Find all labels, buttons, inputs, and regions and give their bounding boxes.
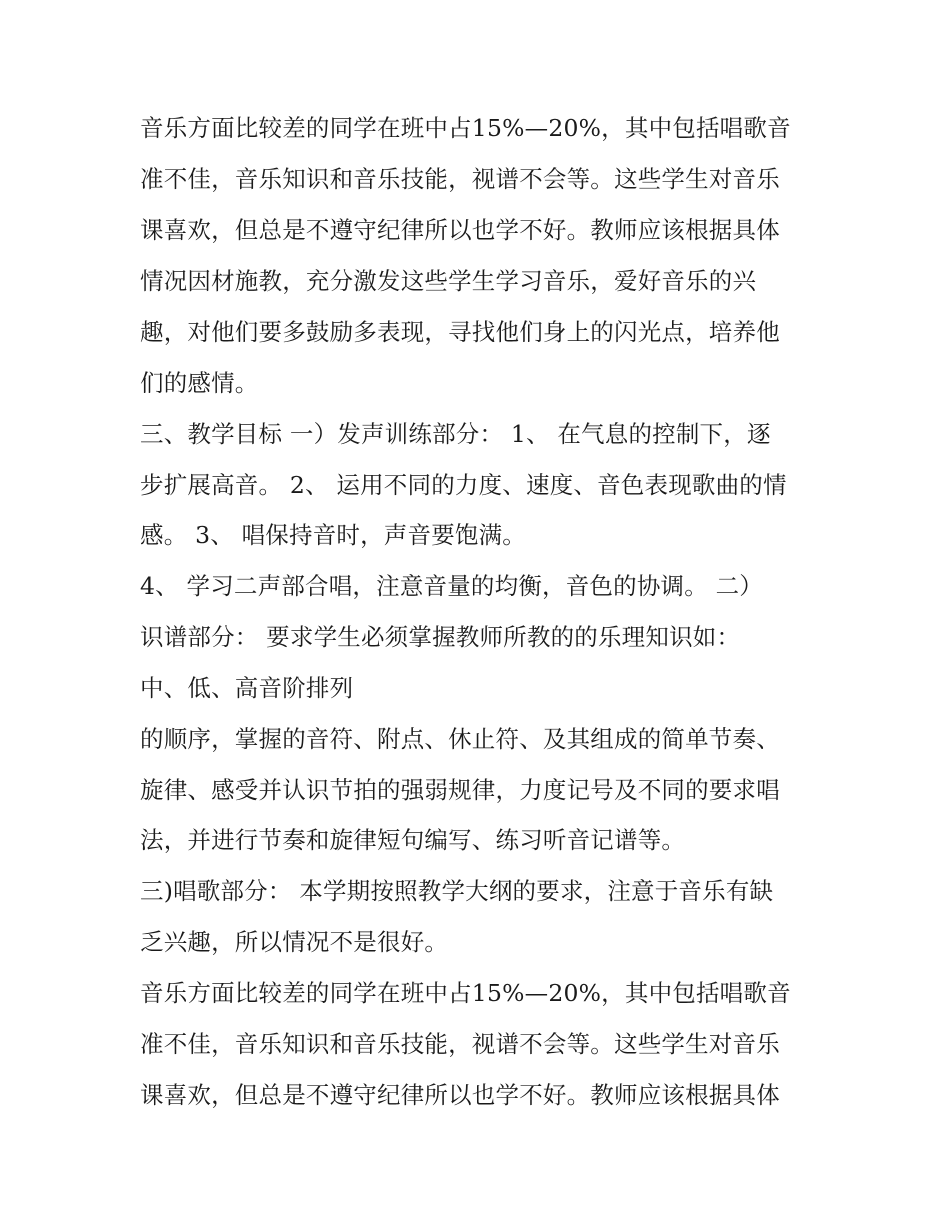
text-line: 课喜欢，但总是不遵守纪律所以也学不好。教师应该根据具体	[140, 1081, 780, 1109]
text-line: 情况因材施教，充分激发这些学生学习音乐，爱好音乐的兴	[140, 267, 757, 295]
text-line: 感。 3、 唱保持音时，声音要饱满。	[140, 521, 526, 549]
text-line: 音乐方面比较差的同学在班中占15%—20%，其中包括唱歌音	[140, 979, 791, 1007]
text-line: 准不佳，音乐知识和音乐技能，视谱不会等。这些学生对音乐	[140, 1030, 780, 1058]
text-line: 趣，对他们要多鼓励多表现，寻找他们身上的闪光点，培养他	[140, 318, 780, 346]
text-line: 音乐方面比较差的同学在班中占15%—20%，其中包括唱歌音	[140, 114, 791, 142]
text-line: 们的感情。	[140, 369, 259, 397]
text-line: 准不佳，音乐知识和音乐技能，视谱不会等。这些学生对音乐	[140, 165, 780, 193]
text-line: 三、教学目标 一）发声训练部分： 1、 在气息的控制下，逐	[140, 420, 771, 448]
text-line: 中、低、高音阶排列	[140, 674, 354, 702]
text-line: 乏兴趣，所以情况不是很好。	[140, 928, 449, 956]
text-line: 的顺序，掌握的音符、附点、休止符、及其组成的简单节奏、	[140, 725, 780, 753]
text-line: 法，并进行节奏和旋律短句编写、练习听音记谱等。	[140, 826, 686, 854]
text-line: 旋律、感受并认识节拍的强弱规律，力度记号及不同的要求唱	[140, 776, 780, 804]
text-line: 识谱部分： 要求学生必须掌握教师所教的的乐理知识如：	[140, 623, 741, 651]
text-line: 课喜欢，但总是不遵守纪律所以也学不好。教师应该根据具体	[140, 216, 780, 244]
text-line: 三)唱歌部分： 本学期按照教学大纲的要求，注意于音乐有缺	[140, 877, 774, 905]
text-line: 4、 学习二声部合唱，注意音量的均衡，音色的协调。 二）	[140, 572, 763, 600]
text-line: 步扩展高音。 2、 运用不同的力度、速度、音色表现歌曲的情	[140, 471, 787, 499]
